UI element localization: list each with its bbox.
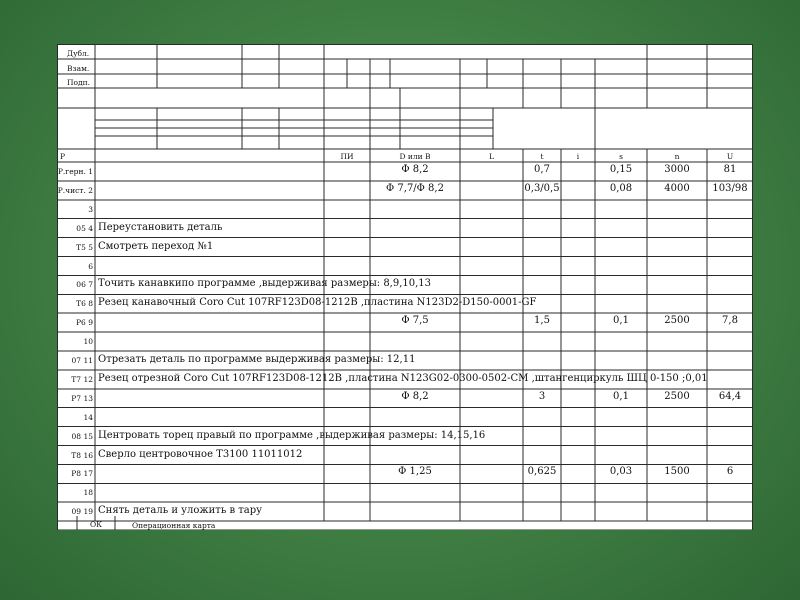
operation-text: Снять деталь и уложить в тару — [98, 505, 263, 517]
cell-t: 1,5 — [534, 315, 550, 327]
row-number-label: 09 19 — [71, 507, 93, 517]
row-number-label: 6 — [88, 261, 93, 271]
cell-d: Φ 8,2 — [401, 164, 429, 175]
cell-d: Φ 7,5 — [401, 315, 429, 327]
operation-text: Резец отрезной Coro Cut 107RF123D08-1212B ,пластина N123G02-0300-0502-CM ,штангенциркуль ШЦ 0-150 ;0,01 — [98, 372, 708, 384]
row-number-label: 08 15 — [71, 431, 93, 441]
header-s: s — [619, 152, 623, 161]
cell-v: 6 — [726, 466, 734, 478]
stamp-dubl-label: Дубл. — [67, 49, 90, 58]
cell-t: 0,3/0,5 — [524, 182, 560, 194]
cell-n: 3000 — [664, 164, 690, 175]
row-number-label: 14 — [83, 412, 93, 422]
row-number-label: 10 — [83, 337, 93, 347]
operation-text: Центровать торец правый по программе ,выдерживая размеры: 14,15,16 — [98, 429, 486, 441]
header-n: n — [674, 152, 680, 161]
row-number-label: 05 4 — [76, 223, 93, 233]
footer-ok: ОК — [90, 520, 102, 529]
row-number-label: 18 — [83, 488, 93, 498]
cell-t: 3 — [538, 390, 546, 402]
cell-d: Φ 7,7/Φ 8,2 — [386, 182, 444, 194]
cell-d: Φ 8,2 — [401, 390, 429, 402]
header-i: i — [576, 152, 580, 161]
row-number-label: 06 7 — [76, 280, 93, 290]
cell-n: 2500 — [664, 390, 690, 402]
row-number-label: Р.герн. 1 — [57, 167, 93, 176]
row-number-label: 3 — [88, 204, 93, 214]
cell-s: 0,15 — [609, 164, 633, 175]
header-d: D или В — [399, 152, 431, 161]
row-number-label: Т5 5 — [76, 242, 93, 252]
row-number-label: Р.чист. 2 — [57, 185, 93, 195]
header-t: t — [540, 152, 544, 161]
cell-v: 103/98 — [712, 182, 748, 194]
header-pi: ПИ — [340, 152, 354, 161]
row-number-label: Р7 13 — [71, 393, 93, 403]
cell-n: 2500 — [664, 315, 690, 327]
operation-card-sheet — [57, 44, 753, 530]
cell-s: 0,1 — [613, 390, 629, 402]
operation-text: Смотреть переход №1 — [98, 240, 214, 252]
header-l: L — [489, 152, 494, 161]
cell-t: 0,7 — [534, 164, 550, 175]
header-p: Р — [60, 152, 66, 161]
row-number-label: Т6 8 — [76, 299, 93, 309]
row-number-label: Т7 12 — [71, 374, 93, 384]
row-number-label: Т8 16 — [71, 450, 93, 460]
cell-n: 1500 — [664, 466, 690, 478]
row-number-label: Р6 9 — [76, 318, 93, 328]
cell-d: Φ 1,25 — [398, 466, 432, 478]
operation-text: Переустановить деталь — [98, 221, 223, 233]
stamp-vzam-label: Взам. — [67, 64, 90, 73]
operation-text: Сверло центровочное Т3100 11011012 — [98, 448, 303, 460]
cell-s: 0,03 — [609, 466, 633, 478]
operation-text: Резец канавочный Coro Cut 107RF123D08-1212B ,пластина N123D2-D150-0001-GF — [98, 297, 537, 309]
row-number-label: 07 11 — [71, 356, 93, 365]
cell-v: 7,8 — [722, 315, 738, 327]
stamp-podp-label: Подп. — [67, 78, 91, 87]
cell-v: 64,4 — [718, 390, 742, 402]
header-v: U — [726, 152, 734, 161]
row-number-label: Р8 17 — [71, 469, 93, 479]
footer-title: Операционная карта — [132, 521, 216, 530]
operation-text: Точить канавкипо программе ,выдерживая размеры: 8,9,10,13 — [98, 278, 432, 290]
operation-text: Отрезать деталь по программе выдерживая размеры: 12,11 — [98, 354, 416, 365]
cell-n: 4000 — [664, 182, 690, 194]
cell-t: 0,625 — [527, 466, 557, 478]
cell-s: 0,08 — [609, 182, 633, 194]
cell-s: 0,1 — [613, 315, 629, 327]
cell-v: 81 — [723, 164, 737, 175]
